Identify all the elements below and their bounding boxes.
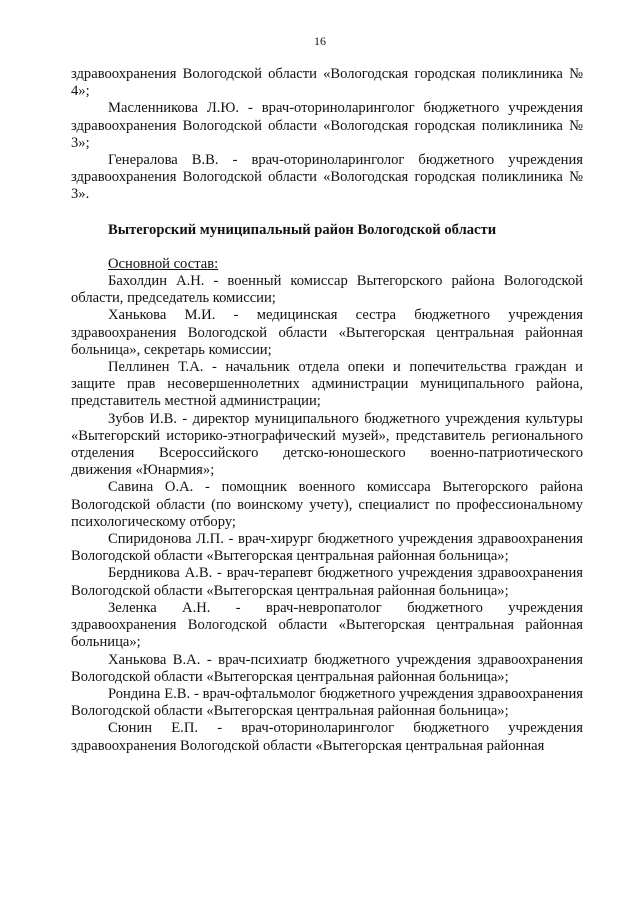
member-paragraph: Савина О.А. - помощник военного комиссара Вытегорского района Вологодской области (по воинскому учету), специалист по профессиональному психологическому отбору; xyxy=(71,479,583,530)
member-paragraph: Пеллинен Т.А. - начальник отдела опеки и попечительства граждан и защите прав несовершеннолетних администрации муниципального района, представитель местной администрации; xyxy=(71,359,583,410)
subheading xyxy=(71,256,583,273)
paragraph-continued: здравоохранения Вологодской области «Вологодская городская поликлиника № 4»; xyxy=(71,66,583,100)
member-paragraph: Бердникова А.В. - врач-терапевт бюджетного учреждения здравоохранения Вологодской области «Вытегорская центральная районная больница»; xyxy=(71,565,583,599)
member-paragraph: Ханькова В.А. - врач-психиатр бюджетного учреждения здравоохранения Вологодской области «Вытегорская центральная районная больница»; xyxy=(71,651,583,685)
member-paragraph: Зеленка А.Н. - врач-невропатолог бюджетного учреждения здравоохранения Вологодской области «Вытегорская центральная районная больница»; xyxy=(71,599,583,651)
section-heading: Вытегорский муниципальный район Вологодской области xyxy=(108,221,497,238)
member-paragraph: Спиридонова Л.П. - врач-хирург бюджетного учреждения здравоохранения Вологодской области «Вытегорская центральная районная больница»; xyxy=(71,531,583,565)
page-number: 16 xyxy=(314,34,326,48)
member-paragraph: Ханькова М.И. - медицинская сестра бюджетного учреждения здравоохранения Вологодской области «Вытегорская центральная районная больница», секретарь комиссии; xyxy=(71,307,583,358)
document-body xyxy=(71,66,583,755)
paragraph-member: Масленникова Л.Ю. - врач-оториноларинголог бюджетного учреждения здравоохранения Вологодской области «Вологодская городская поликлиника № 3»; xyxy=(71,100,583,151)
member-paragraph: Рондина Е.В. - врач-офтальмолог бюджетного учреждения здравоохранения Вологодской области «Вытегорская центральная районная больница»; xyxy=(71,685,583,720)
member-paragraph: Сюнин Е.П. - врач-оториноларинголог бюджетного учреждения здравоохранения Вологодской области «Вытегорская центральная районная xyxy=(71,720,583,754)
paragraph-member: Генералова В.В. - врач-оториноларинголог бюджетного учреждения здравоохранения Вологодской области «Вологодская городская поликлиника № 3». xyxy=(71,152,583,203)
subheading-text: Основной состав: xyxy=(108,255,219,272)
member-paragraph: Зубов И.В. - директор муниципального бюджетного учреждения культуры «Вытегорский историко-этнографический музей», представитель регионального отделения Всероссийского детско-юношеского военно-патриотического движения «Юнармия»; xyxy=(71,410,583,479)
member-paragraph: Бахолдин А.Н. - военный комиссар Вытегорского района Вологодской области, председатель комиссии; xyxy=(71,273,583,307)
